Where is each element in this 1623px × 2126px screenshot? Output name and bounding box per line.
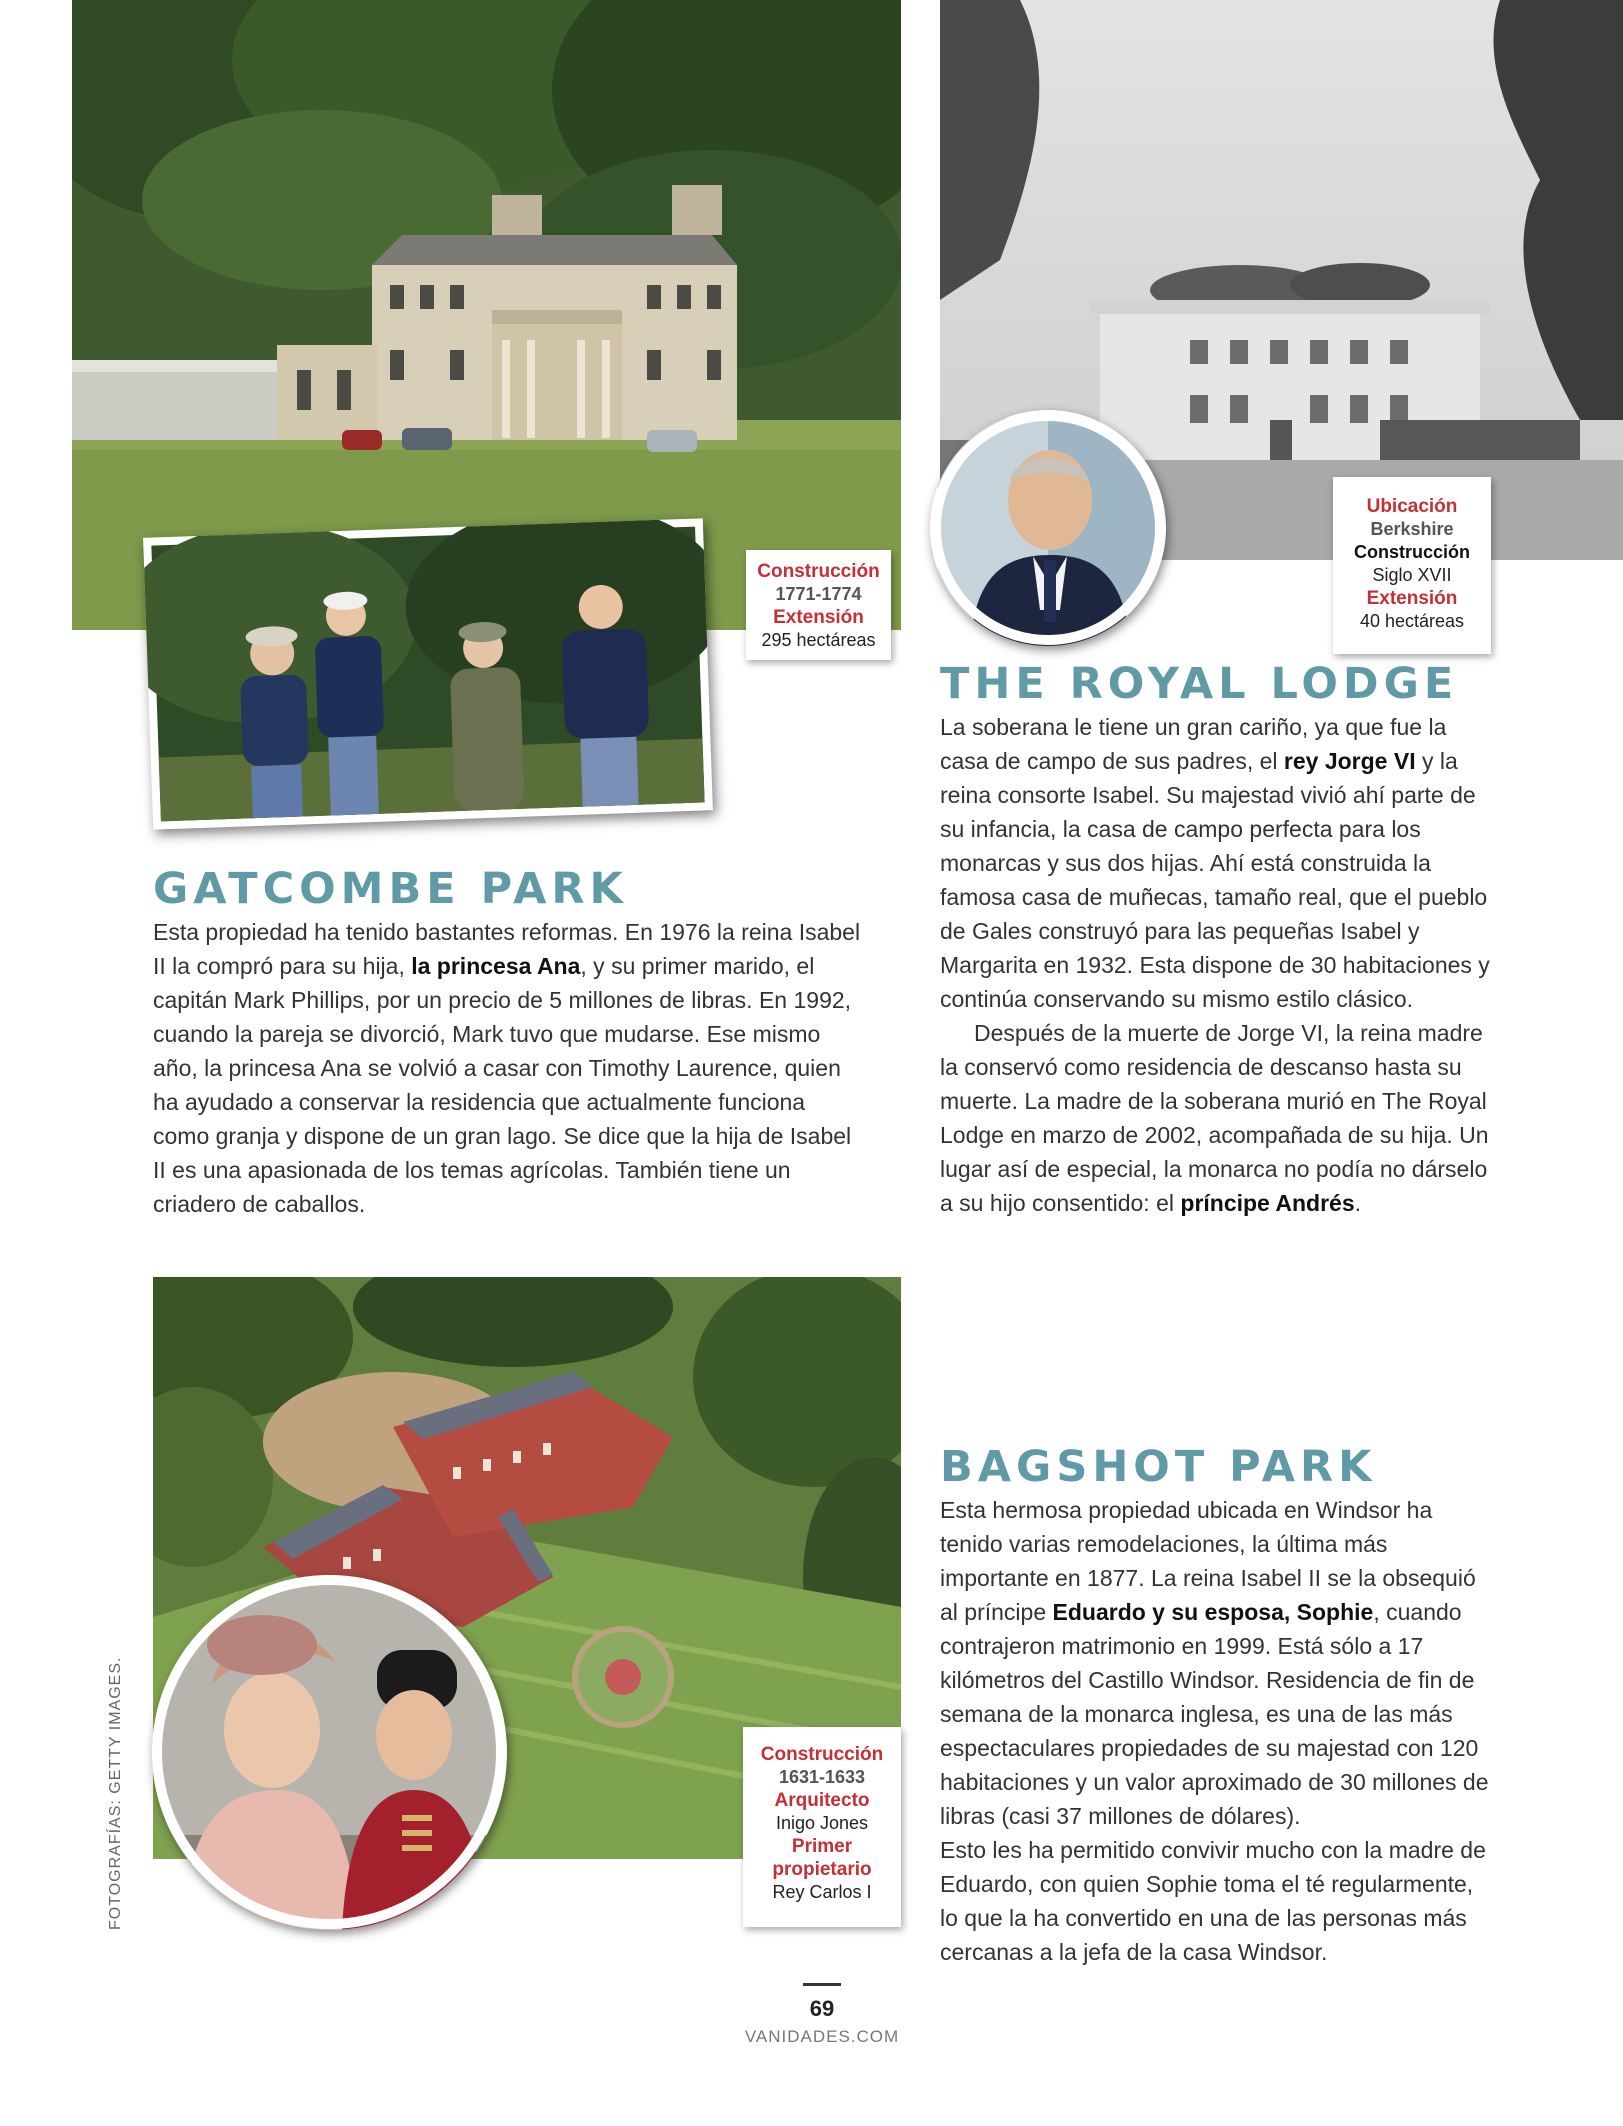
royal-lodge-highlight-prince: príncipe Andrés — [1180, 1190, 1355, 1216]
bagshot-info-box — [743, 1727, 901, 1927]
royal-lodge-info-value-extension: 40 hectáreas — [1359, 611, 1465, 631]
royal-lodge-info-box — [1333, 477, 1491, 654]
gatcombe-family-photo — [143, 518, 713, 829]
page-number: 69 — [809, 1996, 835, 2021]
royal-lodge-info-label-construction: Construcción — [1353, 542, 1470, 562]
bagshot-info-label-owner-2: propietario — [772, 1859, 872, 1880]
royal-lodge-info-value-location: Berkshire — [1370, 519, 1454, 539]
footer-rule — [803, 1983, 841, 1986]
bagshot-paragraph-2: Esto les ha permitido convivir mucho con la madre de Eduardo, con quien Sophie toma el té regularmente, lo que la ha convertido en una de las personas más cercanas a la jefa de la casa Windsor. — [940, 1837, 1486, 1965]
prince-andrew-round-photo — [930, 410, 1166, 646]
gatcombe-info-label-extension: Extensión — [773, 607, 864, 628]
bagshot-info-value-architect: Inigo Jones — [775, 1813, 869, 1833]
bagshot-heading: BAGSHOT PARK — [940, 1442, 1377, 1492]
bagshot-body — [940, 1493, 1490, 1969]
photo-credit: FOTOGRAFÍAS: GETTY IMAGES. — [107, 1656, 124, 1930]
bagshot-info-value-construction: 1631-1633 — [778, 1767, 866, 1787]
bagshot-info-value-owner: Rey Carlos I — [772, 1882, 872, 1902]
gatcombe-body — [153, 915, 865, 1221]
gatcombe-info-label-construction: Construcción — [757, 561, 880, 582]
bagshot-info-label-architect: Arquitecto — [774, 1790, 870, 1811]
gatcombe-heading: GATCOMBE PARK — [153, 864, 628, 914]
royal-lodge-paragraph-2: Después de la muerte de Jorge VI, la reina madre la conservó como residencia de descanso hasta su muerte. La madre de la soberana murió en The Royal Lodge en marzo de 2002, acompañada de su hija. Un lugar así de especial, la monarca no podía no dárselo a su hijo consentido: el príncipe Andrés. — [940, 1020, 1489, 1216]
gatcombe-highlight-princess: la princesa Ana — [411, 953, 581, 979]
royal-lodge-info-label-location: Ubicación — [1366, 496, 1458, 517]
royal-lodge-body — [940, 710, 1495, 1220]
gatcombe-paragraph-1: Esta propiedad ha tenido bastantes reformas. En 1976 la reina Isabel II la compró para su hija, la princesa Ana, y su primer marido, el capitán Mark Phillips, por un precio de 5 millones de libras. En 1992, cuando la pareja se divorció, Mark tuvo que mudarse. Ese mismo año, la princesa Ana se volvió a casar con Timothy Laurence, quien ha ayudado a conservar la residencia que actualmente funciona como granja y dispone de un gran lago. Se dice que la hija de Isabel II es una apasionada de los temas agrícolas. También tiene un criadero de caballos. — [153, 919, 861, 1217]
footer-site: VANIDADES.COM — [744, 2027, 900, 2046]
bagshot-highlight-couple: Eduardo y su esposa, Sophie — [1052, 1599, 1374, 1625]
royal-lodge-highlight-king: rey Jorge VI — [1283, 748, 1416, 774]
bagshot-paragraph-1: Esta hermosa propiedad ubicada en Windsor ha tenido varias remodelaciones, la última más importante en 1877. La reina Isabel II se la obsequió al príncipe Eduardo y su esposa, Sophie, cuando contrajeron matrimonio en 1999. Está sólo a 17 kilómetros del Castillo Windsor. Residencia de fin de semana de la monarca inglesa, es una de las más espectaculares propiedades de su majestad con 120 habitaciones y un valor aproximado de 30 millones de libras (casi 37 millones de dólares). — [940, 1497, 1489, 1829]
gatcombe-info-box — [746, 550, 891, 660]
sophie-edward-round-photo — [152, 1575, 507, 1930]
royal-lodge-heading: THE ROYAL LODGE — [940, 659, 1459, 709]
bagshot-info-label-construction: Construcción — [760, 1744, 884, 1765]
royal-lodge-info-label-extension: Extensión — [1366, 588, 1458, 609]
royal-lodge-info-value-construction: Siglo XVII — [1372, 565, 1452, 585]
gatcombe-info-value-extension: 295 hectáreas — [761, 630, 876, 650]
gatcombe-info-value-construction: 1771-1774 — [775, 584, 862, 604]
bagshot-info-label-owner-1: Primer — [791, 1836, 853, 1857]
royal-lodge-paragraph-1: La soberana le tiene un gran cariño, ya que fue la casa de campo de sus padres, el rey Jorge VI y la reina consorte Isabel. Su majestad vivió ahí parte de su infancia, la casa de campo perfecta para los monarcas y sus dos hijas. Ahí está construida la famosa casa de muñecas, tamaño real, que el pueblo de Gales construyó para las pequeñas Isabel y Margarita en 1932. Esta dispone de 30 habitaciones y continúa conservando su mismo estilo clásico. — [940, 714, 1490, 1012]
